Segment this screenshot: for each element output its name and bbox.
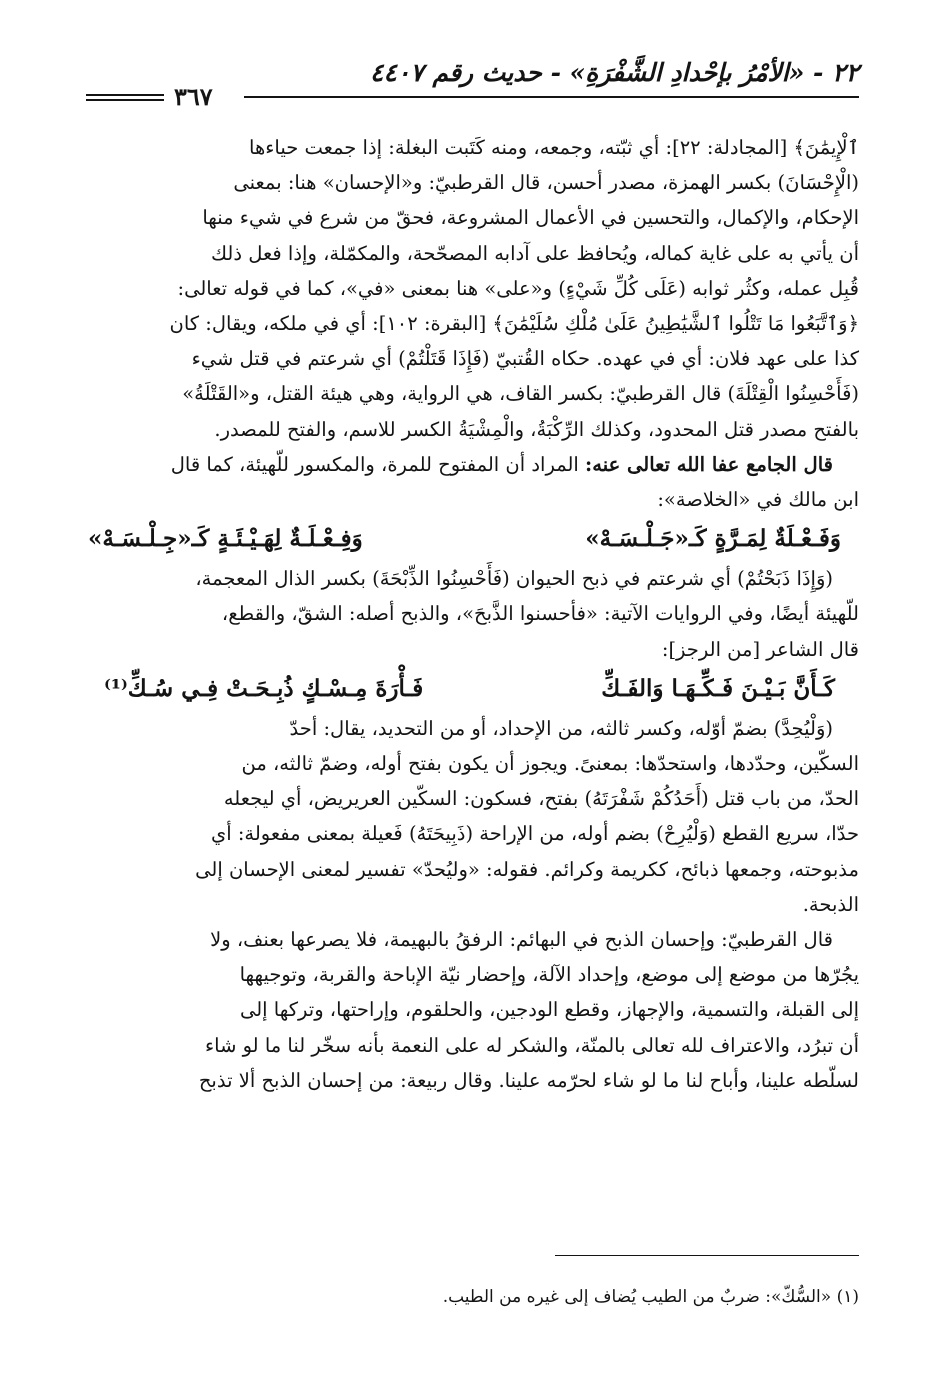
jami-text: المراد أن المفتوح للمرة، والمكسور للّهيئة، كما قال	[170, 452, 579, 476]
text-line: للّهيئة أيضًا، وفي الروايات الآتية: «فأحسنوا الذَّبحَ»، والذبح أصله: الشقّ، والقطع،	[221, 602, 859, 626]
text-line: بالفتح مصدر قتل المحدود، وكذلك الرِّكْبَةُ، والْمِشْيَةُ الكسر للاسم، والفتح للمصدر.	[214, 417, 859, 441]
text-line: لسلّطه علينا، وأباح لنا ما لو شاء لحرّمه علينا. وقال ربيعة: من إحسان الذبح ألا تذبح	[198, 1068, 859, 1092]
footnote-separator	[555, 1255, 859, 1256]
text-line: أن يأتي به على غاية كماله، ويُحافظ على آدابه المصحّحة، والمكمّلة، وإذا فعل ذلك	[210, 241, 859, 265]
text-line: (الْإِحْسَانَ) بكسر الهمزة، مصدر أحسن، قال القرطبيّ: و«الإحسان» هنا: بمعنى	[233, 171, 859, 195]
text-line: حدّا، سريع القطع (وَلْيُرِحْ) بضم أوله، من الإراحة (ذَبِيحَتَهُ) فَعيلة بمعنى مفعولة: أي	[210, 822, 859, 846]
verse-hemistich: وَفَـعْـلَةٌ لِمَـرَّةٍ كَـ«جَـلْـسَـهْ»	[585, 525, 841, 553]
text-line: قال الشاعر [من الرجز]:	[661, 637, 859, 661]
text-line: (فَأَحْسِنُوا الْقِتْلَةَ) قال القرطبيّ: بكسر القاف، هي الرواية، وهي هيئة القتل، و«القَتْلَةُ»	[182, 382, 859, 406]
page-header	[86, 52, 859, 114]
jami-label: قال الجامع عفا الله تعالى عنه:	[585, 452, 833, 476]
text-line: يجُرّها من موضع إلى موضع، وإحداد الآلة، وإحضار نيّة الإباحة والقربة، وتوجيهها	[239, 963, 859, 987]
text-line: (وَلْيُحِدَّ) بضمّ أوّله، وكسر ثالثه، من الإحداد، أو من التحديد، يقال: أحدّ	[289, 716, 833, 740]
text-line: الذبحة.	[802, 892, 859, 916]
verse-hemistich: فَـأْرَةَ مِـسْـكٍ ذُبِـحَـتْ فِـي سُـكِّ⁽¹⁾	[104, 674, 424, 702]
header-double-rule-bottom	[86, 99, 164, 101]
text-line: ﴿وَٱتَّبَعُوا مَا تَتْلُوا ٱلشَّيَٰطِينُ عَلَىٰ مُلْكِ سُلَيْمَٰنَ﴾ [البقرة: ١٠٢]: أي في ملكه، ويقال: كان	[169, 312, 859, 336]
header-double-rule-top	[86, 94, 164, 96]
text-line: كذا على عهد فلان: أي في عهده. حكاه القُتبيّ (فَإِذَا قَتَلْتُمْ) أي شرعتم في قتل شيء	[191, 347, 859, 371]
text-line: قُبِل عمله، وكثُر ثوابه (عَلَى كُلِّ شَيْءٍ) و«على» هنا بمعنى «في»، كما في قوله تعالى:	[177, 276, 859, 300]
verse-1	[88, 517, 841, 561]
running-title: ٢٢ - «الأمْرُ بإحْدادِ الشَّفْرَةِ» - حديث رقم ٤٤٠٧	[370, 58, 859, 87]
page-number: ٣٦٧	[174, 82, 213, 111]
jami-paragraph	[82, 447, 859, 482]
text-line: قال القرطبيّ: وإحسان الذبح في البهائم: الرفقُ بالبهيمة، فلا يصرعها بعنف، ولا	[210, 928, 833, 952]
footnote: (١) «السُّكّ»: ضربٌ من الطيب يُضاف إلى غيره من الطيب.	[442, 1287, 859, 1307]
main-text	[82, 130, 859, 1098]
verse-2	[104, 667, 835, 711]
text-line: ابن مالك في «الخلاصة»:	[657, 488, 859, 512]
text-line: (وَإِذَا ذَبَحْتُمْ) أي شرعتم في ذبح الحيوان (فَأَحْسِنُوا الذِّبْحَةَ) بكسر الذال المعجمة،	[195, 567, 833, 591]
text-line: أن تبرُد، والاعتراف لله تعالى بالمنّة، والشكر له على النعمة بأنه سخّر لنا ما لو شاء	[204, 1033, 859, 1057]
text-line: الحدّ، من باب قتل (أَحَدُكُمْ شَفْرَتَهُ) بفتح، فسكون: السكّين العريريض، أي ليجعله	[223, 787, 859, 811]
header-rule	[244, 96, 859, 98]
text-line: مذبوحته، وجمعها ذبائح، ككريمة وكرائم. فقوله: «وليُحدّ» تفسير لمعنى الإحسان إلى	[195, 857, 859, 881]
text-line: السكّين، وحدّدها، واستحدّها: بمعنىً. ويجوز أن يكون بفتح أوله، وضمّ ثالثه، من	[241, 752, 859, 776]
verse-hemistich: وَفِـعْـلَـةٌ لِهَـيْـئَـةٍ كَـ«جِـلْـسَـهْ»	[88, 525, 363, 553]
text-line: الإحكام، والإكمال، والتحسين في الأعمال المشروعة، فحقّ من شرع في شيء منها	[202, 206, 859, 230]
text-line: إلى القبلة، والتسمية، والإجهاز، وقطع الودجين، والحلقوم، وإراحتها، وتركها إلى	[239, 998, 859, 1022]
text-line: ٱلْإِيمَٰنَ﴾ [المجادلة: ٢٢]: أي ثبّته، وجمعه، ومنه كَتَبت البغلة: إذا جمعت حياءها	[249, 136, 859, 159]
verse-hemistich: كَـأَنَّ بَـيْـنَ فَـكِّـهَـا وَالفَـكِّ	[601, 674, 835, 702]
